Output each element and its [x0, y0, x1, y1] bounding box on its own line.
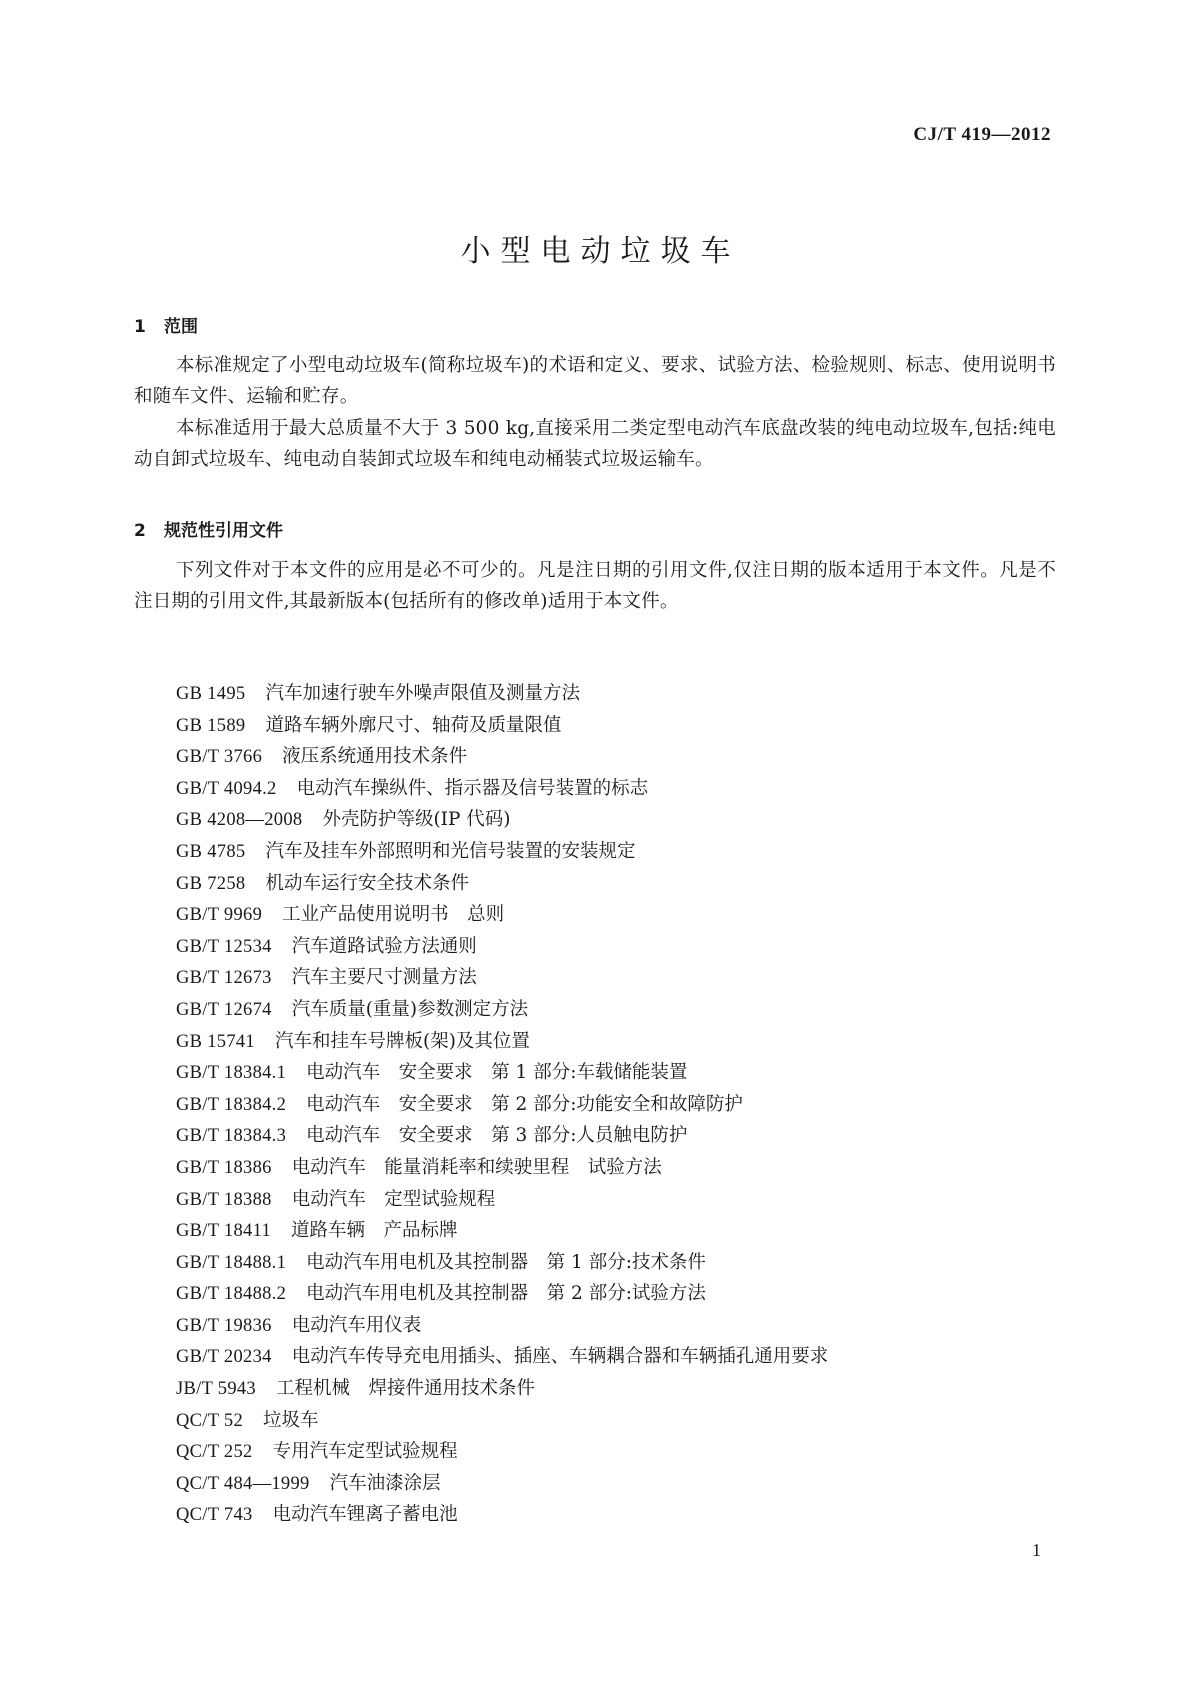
- reference-title: 汽车加速行驶车外噪声限值及测量方法: [265, 683, 580, 704]
- reference-title: 工程机械 焊接件通用技术条件: [275, 1378, 535, 1400]
- reference-title: 电动汽车 定型试验规程: [291, 1188, 496, 1210]
- reference-item: [176, 1152, 828, 1184]
- normative-references-intro: 下列文件对于本文件的应用是必不可少的。凡是注日期的引用文件,仅注日期的版本适用于本文件。凡是不注日期的引用文件,其最新版本(包括所有的修改单)适用于本文件。: [134, 560, 1056, 612]
- reference-item: [176, 1468, 828, 1500]
- reference-code: QC/T 743: [176, 1505, 253, 1526]
- reference-item: [176, 1247, 828, 1279]
- section-number: 1: [134, 317, 146, 337]
- document-title: 小型电动垃圾车: [460, 234, 741, 269]
- reference-code: GB/T 18384.2: [176, 1094, 287, 1115]
- reference-item: [176, 1057, 828, 1089]
- scope-paragraph-2: 本标准适用于最大总质量不大于 3 500 kg,直接采用二类定型电动汽车底盘改装的纯电动垃圾车,包括:纯电动自卸式垃圾车、纯电动自装卸式垃圾车和纯电动桶装式垃圾运输车。: [134, 418, 1056, 470]
- section-title: 范围: [164, 317, 198, 337]
- reference-item: [176, 1120, 828, 1152]
- reference-code: GB/T 18411: [176, 1221, 271, 1242]
- reference-code: GB/T 18384.3: [176, 1126, 287, 1147]
- reference-title: 汽车道路试验方法通则: [291, 935, 477, 957]
- reference-title: 汽车油漆涂层: [329, 1472, 441, 1494]
- reference-item: [176, 773, 828, 805]
- reference-title: 工业产品使用说明书 总则: [282, 904, 505, 926]
- reference-list: [176, 678, 828, 1531]
- standard-code: CJ/T 419—2012: [913, 124, 1051, 145]
- reference-title: 电动汽车用仪表: [291, 1314, 422, 1336]
- reference-title: 道路车辆 产品标牌: [291, 1220, 458, 1242]
- section-title: 规范性引用文件: [164, 521, 283, 541]
- reference-title: 汽车质量(重量)参数测定方法: [291, 998, 529, 1020]
- reference-title: 液压系统通用技术条件: [282, 746, 468, 768]
- reference-item: [176, 741, 828, 773]
- reference-code: GB 15741: [176, 1031, 255, 1052]
- reference-item: [176, 1026, 828, 1058]
- reference-title: 电动汽车 能量消耗率和续驶里程 试验方法: [291, 1156, 662, 1178]
- reference-item: [176, 868, 828, 900]
- reference-title: 电动汽车用电机及其控制器 第 1 部分:技术条件: [306, 1251, 706, 1273]
- reference-item: [176, 962, 828, 994]
- reference-item: [176, 1373, 828, 1405]
- reference-title: 电动汽车锂离子蓄电池: [272, 1504, 458, 1526]
- page-number: 1: [1032, 1540, 1041, 1560]
- reference-item: [176, 804, 828, 836]
- reference-item: [176, 1184, 828, 1216]
- reference-code: GB 4785: [176, 841, 246, 862]
- reference-item: [176, 994, 828, 1026]
- reference-code: GB 7258: [176, 873, 246, 894]
- reference-item: [176, 899, 828, 931]
- reference-title: 电动汽车用电机及其控制器 第 2 部分:试验方法: [306, 1283, 706, 1305]
- reference-item: [176, 678, 828, 710]
- reference-title: 垃圾车: [263, 1409, 319, 1431]
- reference-item: [176, 1089, 828, 1121]
- reference-code: QC/T 252: [176, 1442, 253, 1463]
- reference-title: 电动汽车操纵件、指示器及信号装置的标志: [296, 777, 649, 799]
- reference-item: [176, 836, 828, 868]
- reference-item: [176, 1341, 828, 1373]
- reference-code: GB/T 9969: [176, 905, 263, 926]
- reference-code: GB 1589: [176, 715, 246, 736]
- reference-title: 机动车运行安全技术条件: [265, 872, 469, 894]
- reference-code: GB/T 18488.1: [176, 1252, 287, 1273]
- reference-title: 电动汽车 安全要求 第 2 部分:功能安全和故障防护: [306, 1093, 743, 1115]
- reference-title: 汽车和挂车号牌板(架)及其位置: [274, 1030, 530, 1052]
- reference-title: 电动汽车传导充电用插头、插座、车辆耦合器和车辆插孔通用要求: [291, 1346, 829, 1368]
- reference-code: GB/T 18388: [176, 1189, 272, 1210]
- reference-code: GB/T 18384.1: [176, 1063, 287, 1084]
- reference-item: [176, 1499, 828, 1531]
- reference-title: 道路车辆外廓尺寸、轴荷及质量限值: [265, 714, 562, 736]
- reference-code: QC/T 52: [176, 1410, 244, 1431]
- reference-code: GB/T 4094.2: [176, 778, 277, 799]
- reference-code: JB/T 5943: [176, 1379, 256, 1400]
- reference-item: [176, 1278, 828, 1310]
- reference-title: 汽车及挂车外部照明和光信号装置的安装规定: [265, 840, 636, 862]
- reference-code: QC/T 484—1999: [176, 1473, 310, 1494]
- reference-code: GB/T 20234: [176, 1347, 272, 1368]
- reference-code: GB/T 19836: [176, 1315, 272, 1336]
- reference-code: GB/T 18488.2: [176, 1284, 287, 1305]
- reference-item: [176, 1310, 828, 1342]
- reference-code: GB/T 3766: [176, 747, 263, 768]
- reference-title: 电动汽车 安全要求 第 1 部分:车载储能装置: [306, 1062, 688, 1084]
- section-1-heading: [134, 312, 198, 337]
- reference-item: [176, 710, 828, 742]
- reference-code: GB/T 12674: [176, 999, 272, 1020]
- section-2-heading: [134, 516, 283, 541]
- reference-code: GB/T 12534: [176, 936, 272, 957]
- section-number: 2: [134, 521, 146, 541]
- reference-item: [176, 931, 828, 963]
- reference-title: 专用汽车定型试验规程: [272, 1441, 458, 1463]
- reference-code: GB/T 12673: [176, 968, 272, 989]
- reference-code: GB 4208—2008: [176, 810, 303, 831]
- reference-title: 外壳防护等级(IP 代码): [322, 809, 511, 831]
- reference-item: [176, 1405, 828, 1437]
- reference-item: [176, 1215, 828, 1247]
- reference-title: 电动汽车 安全要求 第 3 部分:人员触电防护: [306, 1125, 688, 1147]
- reference-item: [176, 1436, 828, 1468]
- reference-code: GB 1495: [176, 684, 246, 704]
- reference-title: 汽车主要尺寸测量方法: [291, 967, 477, 989]
- reference-code: GB/T 18386: [176, 1157, 272, 1178]
- scope-paragraph-1: 本标准规定了小型电动垃圾车(简称垃圾车)的术语和定义、要求、试验方法、检验规则、标志、使用说明书和随车文件、运输和贮存。: [134, 355, 1056, 407]
